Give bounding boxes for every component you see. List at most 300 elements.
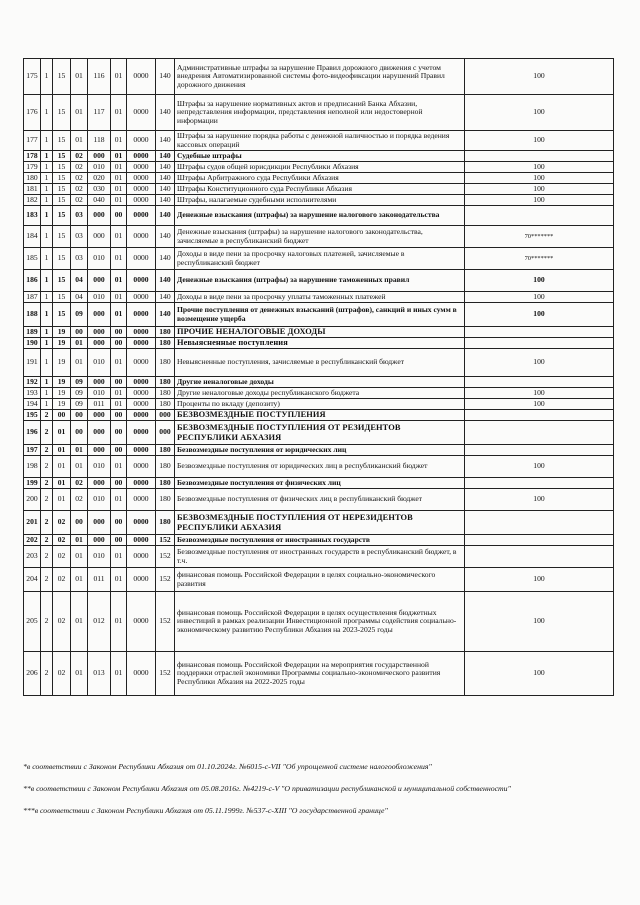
code-cell: 01 — [111, 270, 127, 292]
table-row — [24, 338, 614, 349]
row-number-cell: 179 — [24, 162, 41, 173]
code-cell: 1 — [41, 95, 53, 131]
item-name-cell: Судебные штрафы — [175, 151, 465, 162]
row-number-cell: 184 — [24, 226, 41, 248]
percent-cell — [465, 421, 614, 445]
code-cell: 01 — [71, 456, 88, 478]
code-cell: 0000 — [127, 327, 156, 338]
item-name-cell: ПРОЧИЕ НЕНАЛОГОВЫЕ ДОХОДЫ — [175, 327, 465, 338]
code-cell: 180 — [156, 338, 175, 349]
code-cell: 140 — [156, 184, 175, 195]
table-row — [24, 226, 614, 248]
percent-cell — [465, 151, 614, 162]
code-cell: 000 — [88, 535, 111, 546]
code-cell: 1 — [41, 226, 53, 248]
item-name-cell: Штрафы за нарушение нормативных актов и предписаний Банка Абхазии, непредставления информации, представления неполной или недостоверной информации — [175, 95, 465, 131]
code-cell: 02 — [71, 173, 88, 184]
code-cell: 152 — [156, 546, 175, 568]
code-cell: 01 — [71, 652, 88, 696]
code-cell: 2 — [41, 535, 53, 546]
code-cell: 02 — [71, 162, 88, 173]
percent-cell: 100 — [465, 131, 614, 151]
table-row — [24, 195, 614, 206]
item-name-cell: Штрафы Конституционного суда Республики Абхазия — [175, 184, 465, 195]
item-name-cell: БЕЗВОЗМЕЗДНЫЕ ПОСТУПЛЕНИЯ ОТ НЕРЕЗИДЕНТОВ РЕСПУБЛИКИ АБХАЗИЯ — [175, 511, 465, 535]
code-cell: 140 — [156, 162, 175, 173]
table-row — [24, 248, 614, 270]
code-cell: 01 — [71, 568, 88, 592]
code-cell: 00 — [71, 327, 88, 338]
code-cell: 0000 — [127, 195, 156, 206]
code-cell: 140 — [156, 226, 175, 248]
code-cell: 180 — [156, 489, 175, 511]
code-cell: 000 — [88, 338, 111, 349]
code-cell: 04 — [71, 292, 88, 303]
code-cell: 01 — [111, 592, 127, 652]
table-row — [24, 349, 614, 377]
code-cell: 013 — [88, 652, 111, 696]
code-cell: 118 — [88, 131, 111, 151]
code-cell: 0000 — [127, 131, 156, 151]
code-cell: 0000 — [127, 388, 156, 399]
code-cell: 09 — [71, 303, 88, 327]
item-name-cell: Денежные взыскания (штрафы) за нарушение налогового законодательства, зачисляемые в республиканский бюджет — [175, 226, 465, 248]
code-cell: 0000 — [127, 421, 156, 445]
row-number-cell: 193 — [24, 388, 41, 399]
code-cell: 01 — [111, 546, 127, 568]
code-cell: 01 — [111, 388, 127, 399]
percent-cell: 100 — [465, 388, 614, 399]
code-cell: 180 — [156, 456, 175, 478]
code-cell: 140 — [156, 248, 175, 270]
item-name-cell: Штрафы за нарушение порядка работы с денежной наличностью и порядка ведения кассовых операций — [175, 131, 465, 151]
table-row — [24, 445, 614, 456]
code-cell: 19 — [53, 349, 71, 377]
code-cell: 00 — [111, 327, 127, 338]
code-cell: 011 — [88, 399, 111, 410]
row-number-cell: 178 — [24, 151, 41, 162]
percent-cell — [465, 377, 614, 388]
percent-cell: 100 — [465, 292, 614, 303]
code-cell: 02 — [53, 652, 71, 696]
code-cell: 2 — [41, 456, 53, 478]
code-cell: 180 — [156, 511, 175, 535]
code-cell: 000 — [88, 151, 111, 162]
code-cell: 00 — [111, 377, 127, 388]
table-row — [24, 568, 614, 592]
item-name-cell: Штрафы судов общей юрисдикции Республики Абхазия — [175, 162, 465, 173]
code-cell: 020 — [88, 173, 111, 184]
code-cell: 01 — [53, 478, 71, 489]
code-cell: 2 — [41, 511, 53, 535]
code-cell: 0000 — [127, 568, 156, 592]
table-row — [24, 456, 614, 478]
code-cell: 01 — [111, 95, 127, 131]
percent-cell: 100 — [465, 456, 614, 478]
code-cell: 01 — [71, 95, 88, 131]
code-cell: 03 — [71, 206, 88, 226]
row-number-cell: 199 — [24, 478, 41, 489]
table-row — [24, 489, 614, 511]
code-cell: 152 — [156, 592, 175, 652]
item-name-cell: финансовая помощь Российской Федерации в целях социально-экономического развития — [175, 568, 465, 592]
row-number-cell: 202 — [24, 535, 41, 546]
percent-cell — [465, 445, 614, 456]
code-cell: 15 — [53, 226, 71, 248]
code-cell: 09 — [71, 399, 88, 410]
code-cell: 01 — [111, 568, 127, 592]
code-cell: 0000 — [127, 292, 156, 303]
code-cell: 1 — [41, 162, 53, 173]
code-cell: 0000 — [127, 511, 156, 535]
percent-cell — [465, 535, 614, 546]
code-cell: 00 — [111, 206, 127, 226]
row-number-cell: 196 — [24, 421, 41, 445]
row-number-cell: 204 — [24, 568, 41, 592]
code-cell: 140 — [156, 173, 175, 184]
code-cell: 19 — [53, 338, 71, 349]
code-cell: 0000 — [127, 162, 156, 173]
code-cell: 0000 — [127, 270, 156, 292]
code-cell: 0000 — [127, 173, 156, 184]
code-cell: 01 — [71, 131, 88, 151]
code-cell: 01 — [111, 226, 127, 248]
percent-cell: 100 — [465, 173, 614, 184]
percent-cell: 100 — [465, 592, 614, 652]
code-cell: 15 — [53, 303, 71, 327]
code-cell: 116 — [88, 59, 111, 95]
table-row — [24, 173, 614, 184]
item-name-cell: Штрафы, налагаемые судебными исполнителями — [175, 195, 465, 206]
code-cell: 012 — [88, 592, 111, 652]
code-cell: 040 — [88, 195, 111, 206]
percent-cell — [465, 327, 614, 338]
code-cell: 01 — [111, 162, 127, 173]
code-cell: 19 — [53, 377, 71, 388]
code-cell: 01 — [111, 131, 127, 151]
code-cell: 01 — [111, 59, 127, 95]
code-cell: 000 — [88, 410, 111, 421]
code-cell: 00 — [111, 478, 127, 489]
code-cell: 15 — [53, 248, 71, 270]
code-cell: 010 — [88, 489, 111, 511]
code-cell: 010 — [88, 162, 111, 173]
code-cell: 0000 — [127, 410, 156, 421]
code-cell: 0000 — [127, 456, 156, 478]
table-row — [24, 421, 614, 445]
percent-cell: 100 — [465, 184, 614, 195]
code-cell: 01 — [111, 652, 127, 696]
percent-cell: 100 — [465, 652, 614, 696]
code-cell: 1 — [41, 327, 53, 338]
code-cell: 1 — [41, 292, 53, 303]
row-number-cell: 187 — [24, 292, 41, 303]
code-cell: 000 — [88, 327, 111, 338]
code-cell: 000 — [88, 226, 111, 248]
code-cell: 010 — [88, 456, 111, 478]
code-cell: 010 — [88, 388, 111, 399]
item-name-cell: Безвозмездные поступления от физических лиц — [175, 478, 465, 489]
item-name-cell: Безвозмездные поступления от иностранных государств — [175, 535, 465, 546]
code-cell: 030 — [88, 184, 111, 195]
row-number-cell: 190 — [24, 338, 41, 349]
code-cell: 2 — [41, 421, 53, 445]
code-cell: 010 — [88, 248, 111, 270]
code-cell: 140 — [156, 292, 175, 303]
code-cell: 1 — [41, 131, 53, 151]
code-cell: 01 — [111, 292, 127, 303]
code-cell: 0000 — [127, 248, 156, 270]
code-cell: 010 — [88, 349, 111, 377]
footnotes — [23, 762, 613, 828]
code-cell: 1 — [41, 173, 53, 184]
row-number-cell: 176 — [24, 95, 41, 131]
item-name-cell: финансовая помощь Российской Федерации в целях осуществления бюджетных инвестиций в рамках реализации Инвестиционной программы содействия социально-экономическому развитию Республики Абхазия на 2023-2025 годы — [175, 592, 465, 652]
table-row — [24, 206, 614, 226]
code-cell: 01 — [71, 445, 88, 456]
code-cell: 000 — [88, 270, 111, 292]
code-cell: 15 — [53, 195, 71, 206]
code-cell: 01 — [71, 349, 88, 377]
code-cell: 02 — [71, 489, 88, 511]
code-cell: 0000 — [127, 349, 156, 377]
code-cell: 011 — [88, 568, 111, 592]
code-cell: 180 — [156, 349, 175, 377]
percent-cell: 100 — [465, 95, 614, 131]
code-cell: 02 — [53, 546, 71, 568]
row-number-cell: 185 — [24, 248, 41, 270]
code-cell: 0000 — [127, 377, 156, 388]
code-cell: 01 — [111, 303, 127, 327]
code-cell: 00 — [111, 421, 127, 445]
code-cell: 000 — [88, 377, 111, 388]
code-cell: 0000 — [127, 95, 156, 131]
code-cell: 01 — [111, 151, 127, 162]
table-row — [24, 546, 614, 568]
item-name-cell: Безвозмездные поступления от физических лиц в республиканский бюджет — [175, 489, 465, 511]
code-cell: 140 — [156, 59, 175, 95]
code-cell: 1 — [41, 388, 53, 399]
percent-cell — [465, 478, 614, 489]
code-cell: 140 — [156, 206, 175, 226]
row-number-cell: 200 — [24, 489, 41, 511]
row-number-cell: 188 — [24, 303, 41, 327]
percent-cell: 100 — [465, 349, 614, 377]
code-cell: 09 — [71, 377, 88, 388]
percent-cell — [465, 410, 614, 421]
code-cell: 15 — [53, 206, 71, 226]
code-cell: 140 — [156, 195, 175, 206]
row-number-cell: 180 — [24, 173, 41, 184]
table-row — [24, 592, 614, 652]
code-cell: 15 — [53, 59, 71, 95]
code-cell: 01 — [53, 489, 71, 511]
code-cell: 15 — [53, 151, 71, 162]
table-row — [24, 162, 614, 173]
code-cell: 0000 — [127, 184, 156, 195]
budget-classification-table — [23, 58, 614, 696]
code-cell: 15 — [53, 95, 71, 131]
code-cell: 140 — [156, 303, 175, 327]
code-cell: 010 — [88, 546, 111, 568]
table-row — [24, 151, 614, 162]
item-name-cell: Денежные взыскания (штрафы) за нарушение таможенных правил — [175, 270, 465, 292]
percent-cell — [465, 206, 614, 226]
code-cell: 152 — [156, 652, 175, 696]
code-cell: 180 — [156, 327, 175, 338]
item-name-cell: Денежные взыскания (штрафы) за нарушение налогового законодательства — [175, 206, 465, 226]
table-row — [24, 511, 614, 535]
code-cell: 02 — [53, 568, 71, 592]
code-cell: 0000 — [127, 592, 156, 652]
row-number-cell: 198 — [24, 456, 41, 478]
code-cell: 02 — [53, 592, 71, 652]
code-cell: 180 — [156, 399, 175, 410]
code-cell: 000 — [88, 511, 111, 535]
code-cell: 15 — [53, 131, 71, 151]
item-name-cell: Проценты по вкладу (депозиту) — [175, 399, 465, 410]
item-name-cell: Доходы в виде пени за просрочку налоговых платежей, зачисляемые в республиканский бюджет — [175, 248, 465, 270]
item-name-cell: Безвозмездные поступления от иностранных государств в республиканский бюджет, в т.ч. — [175, 546, 465, 568]
table-row — [24, 388, 614, 399]
code-cell: 2 — [41, 410, 53, 421]
code-cell: 04 — [71, 270, 88, 292]
table-row — [24, 377, 614, 388]
row-number-cell: 186 — [24, 270, 41, 292]
code-cell: 00 — [53, 410, 71, 421]
code-cell: 01 — [71, 592, 88, 652]
code-cell: 0000 — [127, 489, 156, 511]
code-cell: 140 — [156, 151, 175, 162]
row-number-cell: 201 — [24, 511, 41, 535]
code-cell: 1 — [41, 349, 53, 377]
code-cell: 0000 — [127, 206, 156, 226]
code-cell: 00 — [111, 410, 127, 421]
row-number-cell: 183 — [24, 206, 41, 226]
percent-cell: 100 — [465, 399, 614, 410]
code-cell: 000 — [156, 421, 175, 445]
code-cell: 010 — [88, 292, 111, 303]
code-cell: 19 — [53, 388, 71, 399]
code-cell: 1 — [41, 184, 53, 195]
code-cell: 15 — [53, 162, 71, 173]
code-cell: 09 — [71, 388, 88, 399]
code-cell: 180 — [156, 478, 175, 489]
code-cell: 0000 — [127, 338, 156, 349]
percent-cell: 100 — [465, 162, 614, 173]
code-cell: 19 — [53, 399, 71, 410]
table-row — [24, 303, 614, 327]
item-name-cell: Безвозмездные поступления от юридических лиц — [175, 445, 465, 456]
code-cell: 000 — [88, 478, 111, 489]
percent-cell: 70******* — [465, 226, 614, 248]
table-row — [24, 59, 614, 95]
code-cell: 01 — [111, 399, 127, 410]
row-number-cell: 177 — [24, 131, 41, 151]
item-name-cell: финансовая помощь Российской Федерации на мероприятия государственной поддержки отраслей экономики Программы социально-экономического развития Республики Абхазия на 2022-2025 годы — [175, 652, 465, 696]
code-cell: 15 — [53, 292, 71, 303]
code-cell: 00 — [71, 421, 88, 445]
code-cell: 2 — [41, 568, 53, 592]
footnote-2: **в соответствии с Законом Республики Абхазия от 05.08.2016г. №4219-с-V "О приватизации республиканской и муниципальной собственности" — [23, 784, 511, 794]
code-cell: 0000 — [127, 546, 156, 568]
table-row — [24, 95, 614, 131]
item-name-cell: Безвозмездные поступления от юридических лиц в республиканский бюджет — [175, 456, 465, 478]
code-cell: 0000 — [127, 478, 156, 489]
percent-cell: 100 — [465, 489, 614, 511]
item-name-cell: Штрафы Арбитражного суда Республики Абхазия — [175, 173, 465, 184]
code-cell: 000 — [88, 303, 111, 327]
code-cell: 01 — [111, 248, 127, 270]
code-cell: 01 — [71, 59, 88, 95]
percent-cell: 70******* — [465, 248, 614, 270]
code-cell: 01 — [71, 535, 88, 546]
percent-cell: 100 — [465, 59, 614, 95]
row-number-cell: 206 — [24, 652, 41, 696]
percent-cell: 100 — [465, 568, 614, 592]
code-cell: 2 — [41, 445, 53, 456]
code-cell: 01 — [53, 445, 71, 456]
code-cell: 0000 — [127, 535, 156, 546]
code-cell: 01 — [111, 184, 127, 195]
code-cell: 140 — [156, 131, 175, 151]
code-cell: 00 — [111, 445, 127, 456]
percent-cell — [465, 511, 614, 535]
item-name-cell: Другие неналоговые доходы республиканского бюджета — [175, 388, 465, 399]
code-cell: 01 — [111, 489, 127, 511]
code-cell: 1 — [41, 399, 53, 410]
footnote-3: ***в соответствии с Законом Республики Абхазия от 05.11.1999г. №537-с-XIII "О государственной границе" — [23, 806, 388, 816]
code-cell: 1 — [41, 195, 53, 206]
table-row — [24, 410, 614, 421]
row-number-cell: 191 — [24, 349, 41, 377]
code-cell: 01 — [71, 338, 88, 349]
code-cell: 01 — [71, 546, 88, 568]
code-cell: 0000 — [127, 303, 156, 327]
row-number-cell: 197 — [24, 445, 41, 456]
percent-cell: 100 — [465, 195, 614, 206]
row-number-cell: 192 — [24, 377, 41, 388]
code-cell: 0000 — [127, 652, 156, 696]
row-number-cell: 175 — [24, 59, 41, 95]
code-cell: 1 — [41, 338, 53, 349]
code-cell: 180 — [156, 445, 175, 456]
code-cell: 00 — [71, 511, 88, 535]
code-cell: 01 — [53, 421, 71, 445]
code-cell: 2 — [41, 592, 53, 652]
table-row — [24, 478, 614, 489]
code-cell: 1 — [41, 59, 53, 95]
code-cell: 02 — [71, 184, 88, 195]
code-cell: 01 — [111, 195, 127, 206]
footnote-1: *в соответствии с Законом Республики Абхазия от 01.10.2024г. №6015-с-VII "Об упрощенной системе налогообложения" — [23, 762, 432, 771]
code-cell: 152 — [156, 535, 175, 546]
row-number-cell: 203 — [24, 546, 41, 568]
percent-cell: 100 — [465, 270, 614, 292]
item-name-cell: Административные штрафы за нарушение Правил дорожного движения с учетом внедрения Автоматизированной системы фото-видеофиксации нарушений Правил дорожного движения — [175, 59, 465, 95]
code-cell: 180 — [156, 388, 175, 399]
code-cell: 140 — [156, 270, 175, 292]
code-cell: 000 — [156, 410, 175, 421]
code-cell: 2 — [41, 546, 53, 568]
code-cell: 15 — [53, 184, 71, 195]
percent-cell — [465, 546, 614, 568]
code-cell: 01 — [53, 456, 71, 478]
table-row — [24, 292, 614, 303]
code-cell: 02 — [53, 511, 71, 535]
code-cell: 1 — [41, 248, 53, 270]
code-cell: 0000 — [127, 399, 156, 410]
